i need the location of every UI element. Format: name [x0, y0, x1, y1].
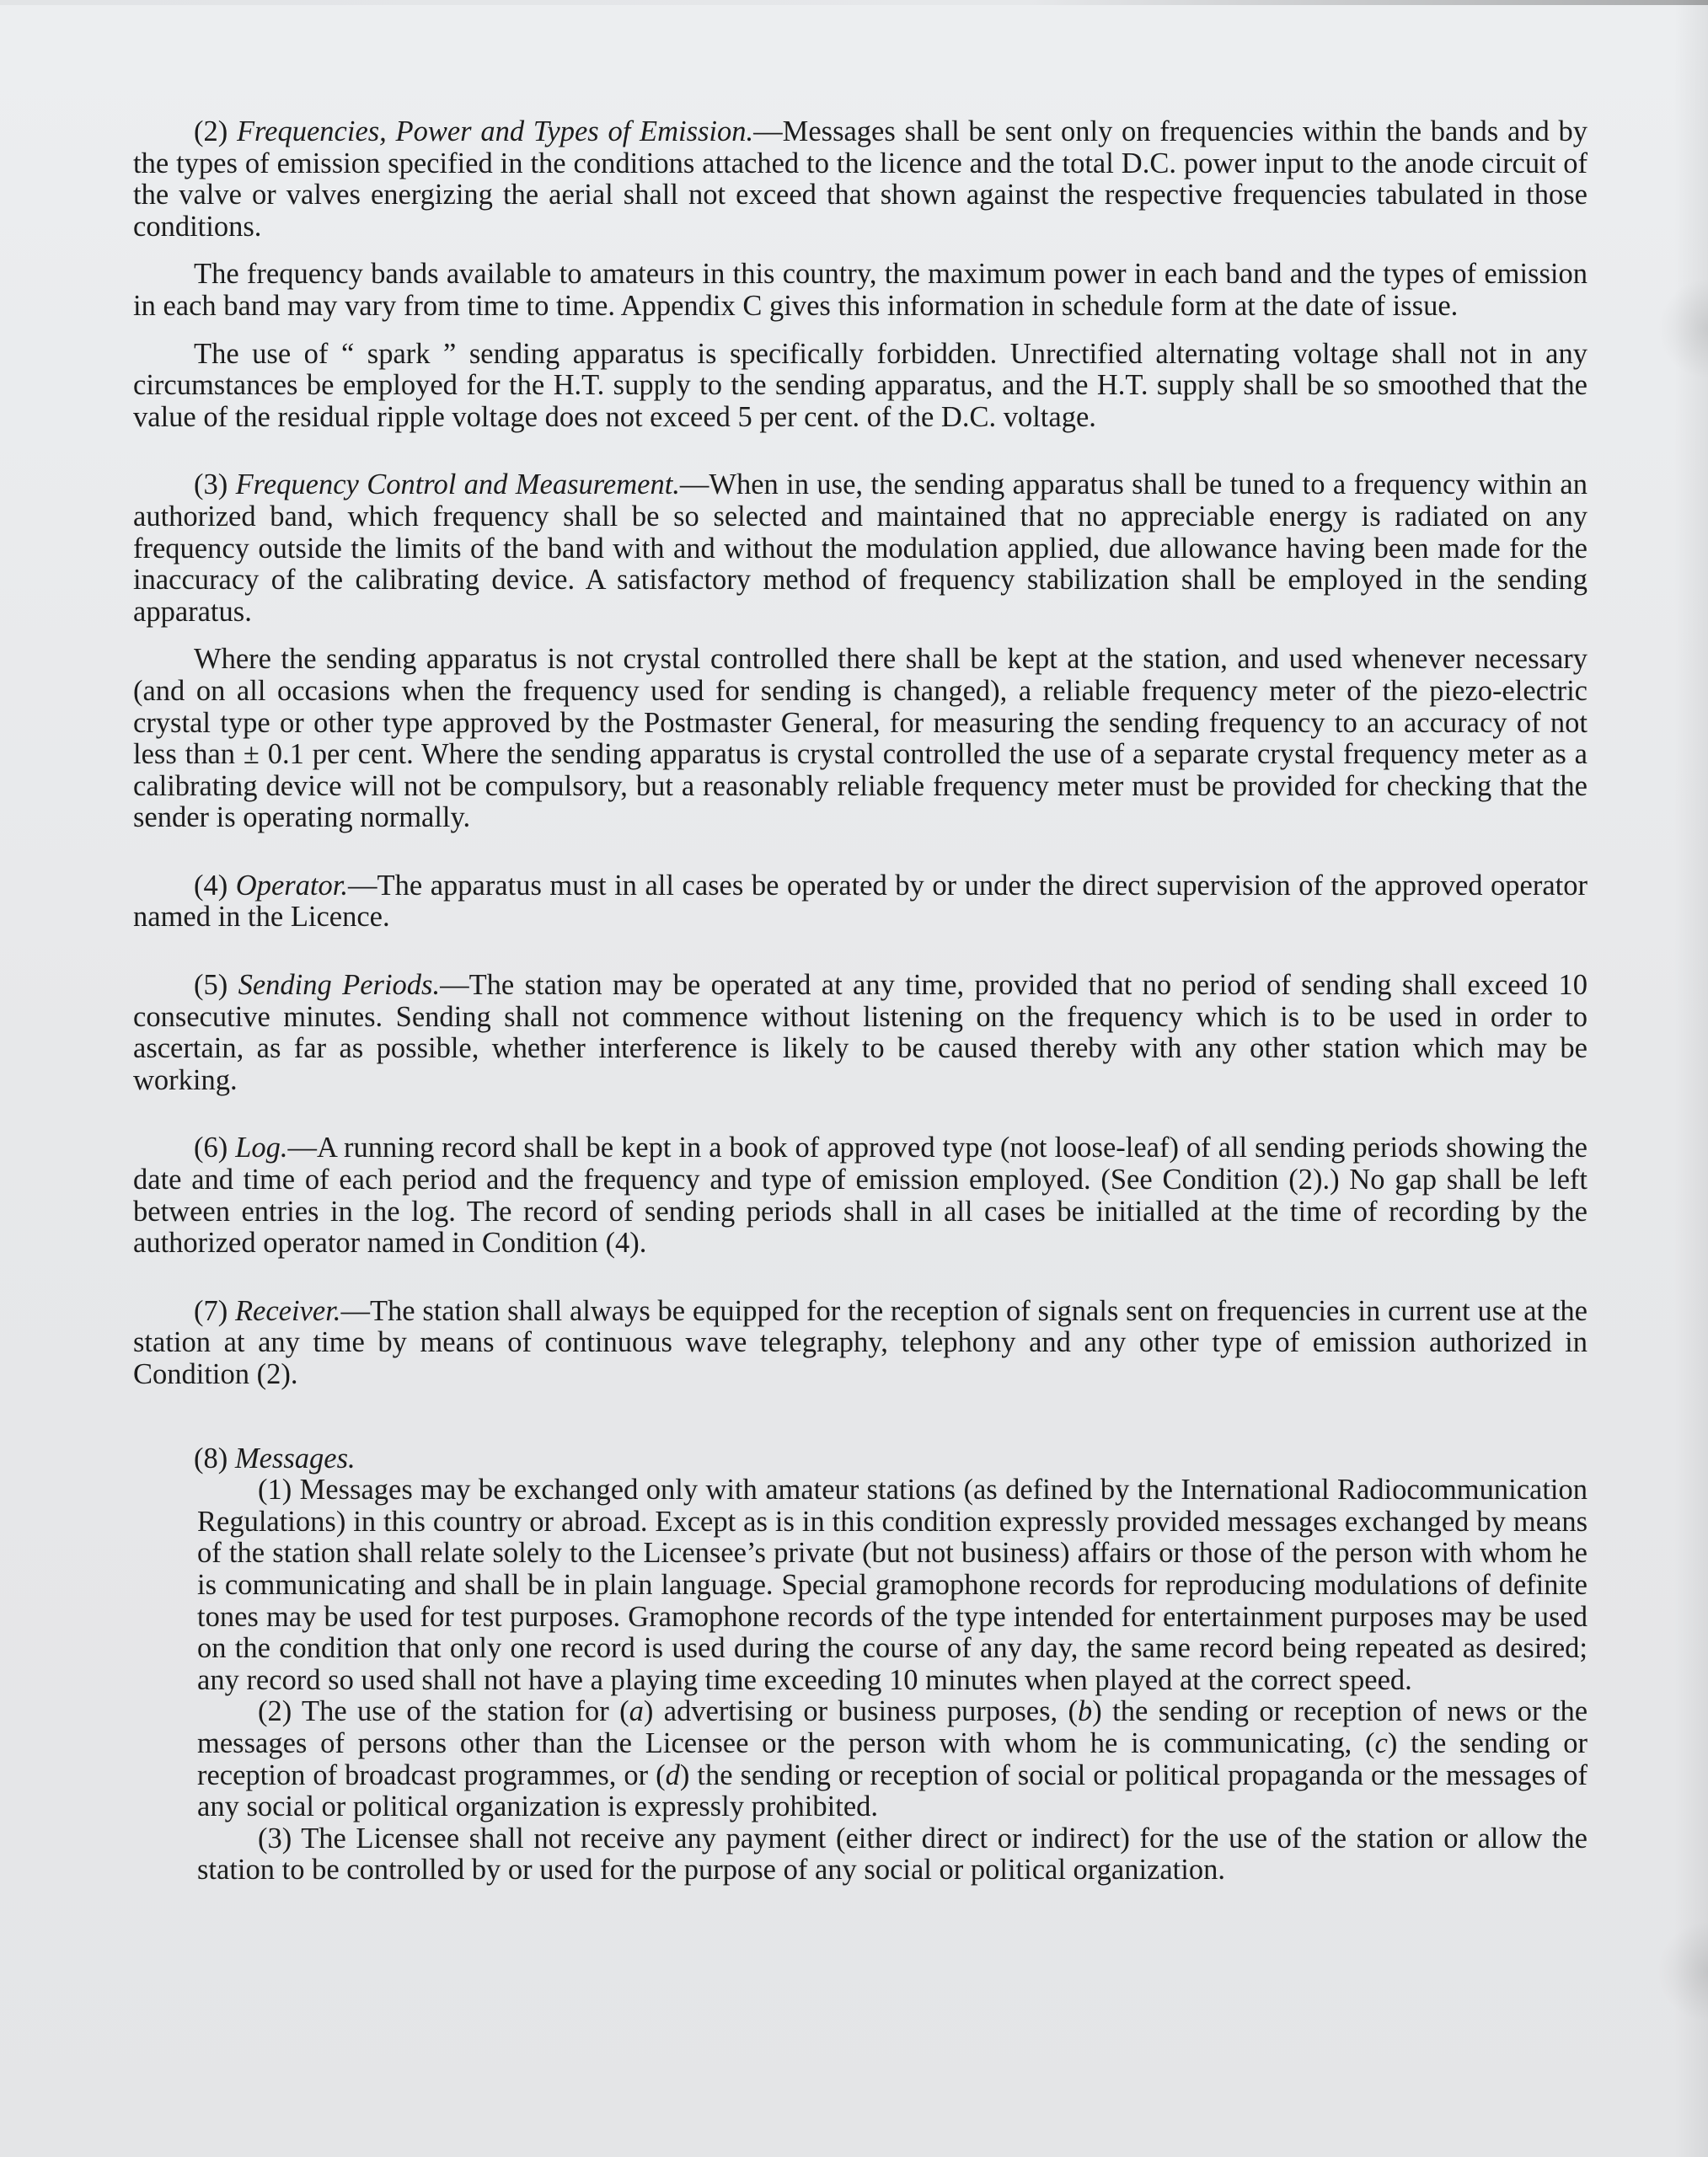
subclause-2-text: ) the sending or reception of broadcast programmes, or ( — [197, 1726, 1588, 1791]
condition-6-paragraph — [133, 1132, 1588, 1259]
condition-8-heading-line — [133, 1443, 1588, 1475]
condition-4-text: —The apparatus must in all cases be operated by or under the direct supervision of the approved operator named in the Licence. — [133, 869, 1588, 934]
condition-4-heading: Operator. — [235, 869, 348, 902]
condition-7-text: —The station shall always be equipped for the reception of signals sent on frequencies in current use at the station at any time by means of continuous wave telegraphy, telephony and any other type of emission authorized in Condition (2). — [133, 1294, 1588, 1390]
condition-6-heading: Log. — [235, 1132, 288, 1164]
document-body — [133, 116, 1588, 1887]
condition-3-heading: Frequency Control and Measurement. — [235, 468, 680, 501]
condition-5-heading: Sending Periods. — [238, 969, 441, 1002]
condition-3-paragraph — [133, 469, 1588, 628]
condition-5-text: —The station may be operated at any time, provided that no period of sending shall exceed 10 consecutive minutes. Sending shall not commence without listening on the frequency which is to be used in order to ascertain, as far as possible, whether interference is likely to be caused thereby with any other station which may be working. — [133, 969, 1588, 1096]
condition-2-paragraph-3: The use of “ spark ” sending apparatus is specifically forbidden. Unrectified alternating voltage shall not in any circumstances be employed for the H.T. supply to the sending apparatus, and the H.T. supply shall be so smoothed that the value of the residual ripple voltage does not exceed 5 per cent. of the D.C. voltage. — [133, 337, 1588, 433]
condition-8-subclause-2 — [133, 1696, 1588, 1822]
item-d-letter: d — [665, 1758, 680, 1791]
condition-3-number: (3) — [194, 468, 236, 501]
condition-8-subclause-3: (3) The Licensee shall not receive any payment (either direct or indirect) for the use of the station or allow the station to be controlled by or used for the purpose of any social or political organization. — [197, 1822, 1588, 1887]
condition-2-heading: Frequencies, Power and Types of Emission. — [236, 115, 754, 147]
condition-7-number: (7) — [194, 1294, 235, 1327]
condition-3-paragraph-2: Where the sending apparatus is not crystal controlled there shall be kept at the station, and used whenever necessary (and on all occasions when the frequency used for sending is changed), a reliable frequency meter of the piezo-electric crystal type or other type approved by the Postmaster General, for measuring the sending frequency to an accuracy of not less than ± 0.1 per cent. Where the sending apparatus is crystal controlled the use of a separate crystal frequency meter as a calibrating device will not be compulsory, but a reasonably reliable frequency meter must be provided for checking that the sender is operating normally. — [133, 643, 1588, 834]
condition-7-paragraph — [133, 1296, 1588, 1391]
condition-4-paragraph — [133, 870, 1588, 934]
item-b-letter: b — [1078, 1695, 1093, 1728]
condition-8-heading: Messages. — [234, 1442, 356, 1475]
condition-2-paragraph-2: The frequency bands available to amateurs in this country, the maximum power in each band and the types of emission in each band may vary from time to time. Appendix C gives this information in schedule form at the date of issue. — [133, 258, 1588, 322]
subclause-2-text: ) the sending or reception of news or the messages of persons other than the Licensee or the person with whom he is communicating, ( — [197, 1695, 1588, 1759]
paper-crease — [1657, 278, 1708, 379]
subclause-2-text: ) advertising or business purposes, ( — [643, 1695, 1079, 1728]
condition-3-text: —When in use, the sending apparatus shall be tuned to a frequency within an authorized band, which frequency shall be so selected and maintained that no appreciable energy is radiated on any frequency outside the limits of the band with and without the modulation applied, due allowance having been made for the inaccuracy of the calibrating device. A satisfactory method of frequency stabilization shall be employed in the sending apparatus. — [133, 468, 1588, 628]
condition-8-number: (8) — [194, 1442, 235, 1475]
item-a-letter: a — [629, 1695, 644, 1728]
item-c-letter: c — [1374, 1726, 1388, 1759]
condition-5-paragraph — [133, 970, 1588, 1096]
condition-2-paragraph — [133, 116, 1588, 243]
condition-6-text: —A running record shall be kept in a book of approved type (not loose-leaf) of all sending periods showing the date and time of each period and the frequency and type of emission employed. (See Condition (2).) No gap shall be left between entries in the log. The record of sending periods shall in all cases be initialled at the time of recording by the authorized operator named in Condition (4). — [133, 1132, 1588, 1260]
subclause-2-text: (2) The use of the station for ( — [258, 1695, 629, 1728]
condition-5-number: (5) — [194, 969, 238, 1002]
condition-8-subclause-1: (1) Messages may be exchanged only with amateur stations (as defined by the International Radiocommunication Regulations) in this country or abroad. Except as is in this condition expressly provided messages exchanged by means of the station shall relate solely to the Licensee’s private (but not business) affairs or those of the person with whom he is communicating and shall be in plain language. Special gramophone records for reproducing modulations of definite tones may be used for test purposes. Gramophone records of the type intended for entertainment purposes may be used on the condition that only one record is used during the course of any day, the same record being repeated as desired; any record so used shall not have a playing time exceeding 10 minutes when played at the correct speed. — [197, 1474, 1588, 1696]
condition-6-number: (6) — [194, 1132, 236, 1164]
condition-7-heading: Receiver. — [234, 1294, 341, 1327]
condition-2-text: —Messages shall be sent only on frequencies within the bands and by the types of emission specified in the conditions attached to the licence and the total D.C. power input to the anode circuit of the valve or valves energizing the aerial shall not exceed that shown against the respective frequencies tabulated in those conditions. — [133, 115, 1588, 243]
condition-4-number: (4) — [194, 869, 236, 902]
paper-crease — [1657, 1921, 1708, 2022]
condition-2-number: (2) — [194, 115, 237, 147]
subclause-2-text: ) the sending or reception of social or political propaganda or the messages of any social or political organization is expressly prohibited. — [197, 1758, 1588, 1823]
